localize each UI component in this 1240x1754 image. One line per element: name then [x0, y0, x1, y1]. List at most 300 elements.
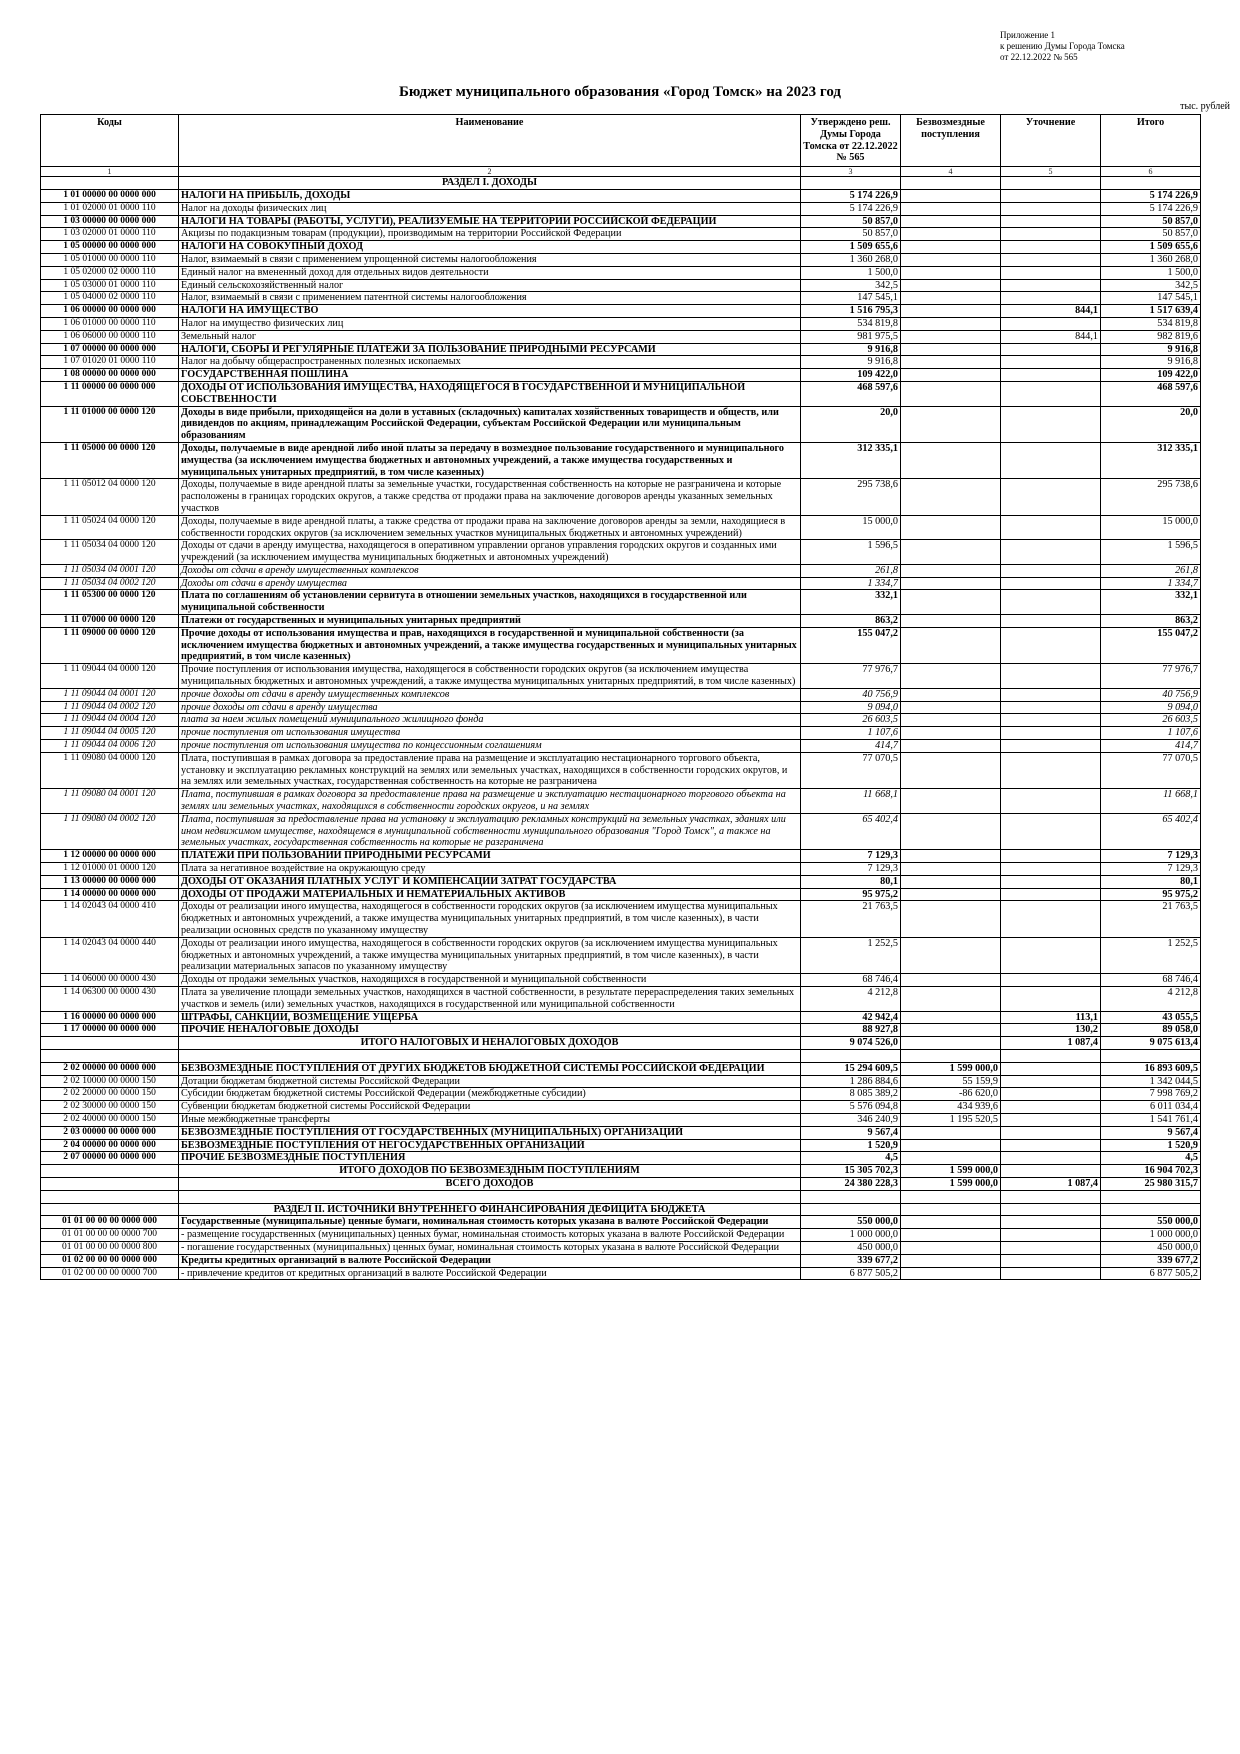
clarification-cell — [1001, 627, 1101, 663]
code-cell: 1 11 05000 00 0000 120 — [41, 442, 179, 478]
clarification-cell — [1001, 1241, 1101, 1254]
clarification-cell — [1001, 714, 1101, 727]
table-row — [41, 1165, 1201, 1178]
total-cell: 80,1 — [1101, 875, 1201, 888]
value-cell — [1101, 177, 1201, 190]
table-row — [41, 343, 1201, 356]
code-cell: 01 02 00 00 00 0000 000 — [41, 1254, 179, 1267]
clarification-cell — [1001, 381, 1101, 406]
code-cell: 1 06 06000 00 0000 110 — [41, 330, 179, 343]
code-cell: 1 01 00000 00 0000 000 — [41, 189, 179, 202]
total-cell: 4,5 — [1101, 1152, 1201, 1165]
total-cell: 43 055,5 — [1101, 1011, 1201, 1024]
code-cell: 1 11 05034 04 0002 120 — [41, 577, 179, 590]
table-row — [41, 1011, 1201, 1024]
table-row — [41, 266, 1201, 279]
spacer-cell — [901, 1190, 1001, 1203]
name-cell: Налог, взимаемый в связи с применением упрощенной системы налогообложения — [179, 253, 801, 266]
approved-cell: 9 567,4 — [801, 1126, 901, 1139]
table-row — [41, 937, 1201, 973]
name-cell: БЕЗВОЗМЕЗДНЫЕ ПОСТУПЛЕНИЯ ОТ ДРУГИХ БЮДЖЕТОВ БЮДЖЕТНОЙ СИСТЕМЫ РОССИЙСКОЙ ФЕДЕРАЦИИ — [179, 1062, 801, 1075]
name-cell: Налог на доходы физических лиц — [179, 202, 801, 215]
approved-cell: 42 942,4 — [801, 1011, 901, 1024]
table-row — [41, 813, 1201, 849]
table-row — [41, 292, 1201, 305]
code-cell: 2 02 10000 00 0000 150 — [41, 1075, 179, 1088]
total-cell: 40 756,9 — [1101, 688, 1201, 701]
approved-cell: 5 174 226,9 — [801, 202, 901, 215]
name-cell: Земельный налог — [179, 330, 801, 343]
code-cell: 01 01 00 00 00 0000 000 — [41, 1216, 179, 1229]
name-cell: Доходы от реализации иного имущества, находящегося в собственности городских округов (за исключением имущества муниципальных бюджетных и автономных учреждений, а также имущества муниципальных унитарных предприятий, в том числе казенных), в части реализации материальных запасов по указанному имуществу — [179, 937, 801, 973]
code-cell: 1 11 09080 04 0000 120 — [41, 752, 179, 788]
table-row — [41, 850, 1201, 863]
header-gratuitous: Безвозмездные поступления — [901, 115, 1001, 167]
total-cell: 1 107,6 — [1101, 727, 1201, 740]
table-row — [41, 369, 1201, 382]
approved-cell: 468 597,6 — [801, 381, 901, 406]
gratuitous-cell — [901, 850, 1001, 863]
clarification-cell — [1001, 1267, 1101, 1280]
gratuitous-cell — [901, 752, 1001, 788]
code-cell: 1 05 04000 02 0000 110 — [41, 292, 179, 305]
approved-cell: 9 074 526,0 — [801, 1037, 901, 1050]
gratuitous-cell — [901, 305, 1001, 318]
table-row — [41, 202, 1201, 215]
code-cell: 1 12 01000 01 0000 120 — [41, 863, 179, 876]
approved-cell: 1 516 795,3 — [801, 305, 901, 318]
code-cell: 1 11 05300 00 0000 120 — [41, 590, 179, 615]
gratuitous-cell — [901, 875, 1001, 888]
appendix-note — [1000, 30, 1230, 63]
value-cell — [901, 177, 1001, 190]
code-cell: 1 11 09044 04 0005 120 — [41, 727, 179, 740]
name-cell: Платежи от государственных и муниципальных унитарных предприятий — [179, 615, 801, 628]
approved-cell: 50 857,0 — [801, 228, 901, 241]
approved-cell: 414,7 — [801, 740, 901, 753]
table-row — [41, 727, 1201, 740]
code-cell — [41, 1177, 179, 1190]
table-row — [41, 1088, 1201, 1101]
name-cell: Дотации бюджетам бюджетной системы Российской Федерации — [179, 1075, 801, 1088]
approved-cell: 1 334,7 — [801, 577, 901, 590]
total-cell: 15 000,0 — [1101, 515, 1201, 540]
name-cell: БЕЗВОЗМЕЗДНЫЕ ПОСТУПЛЕНИЯ ОТ НЕГОСУДАРСТВЕННЫХ ОРГАНИЗАЦИЙ — [179, 1139, 801, 1152]
code-cell: 1 05 03000 01 0000 110 — [41, 279, 179, 292]
table-row — [41, 540, 1201, 565]
code-cell: 1 14 02043 04 0000 440 — [41, 937, 179, 973]
approved-cell: 147 545,1 — [801, 292, 901, 305]
total-cell: 1 541 761,4 — [1101, 1113, 1201, 1126]
total-cell: 50 857,0 — [1101, 228, 1201, 241]
clarification-cell — [1001, 266, 1101, 279]
total-cell: 1 360 268,0 — [1101, 253, 1201, 266]
table-row — [41, 752, 1201, 788]
clarification-cell — [1001, 1254, 1101, 1267]
gratuitous-cell — [901, 540, 1001, 565]
gratuitous-cell — [901, 813, 1001, 849]
appendix-line-3: от 22.12.2022 № 565 — [1000, 52, 1078, 62]
approved-cell: 261,8 — [801, 564, 901, 577]
value-cell — [1001, 1203, 1101, 1216]
code-cell: 1 11 09000 00 0000 120 — [41, 627, 179, 663]
gratuitous-cell — [901, 615, 1001, 628]
gratuitous-cell: 1 599 000,0 — [901, 1062, 1001, 1075]
code-cell: 1 11 09044 04 0000 120 — [41, 664, 179, 689]
name-cell: - привлечение кредитов от кредитных организаций в валюте Российской Федерации — [179, 1267, 801, 1280]
spacer-cell — [801, 1049, 901, 1062]
table-row — [41, 590, 1201, 615]
table-row — [41, 1101, 1201, 1114]
clarification-cell — [1001, 442, 1101, 478]
gratuitous-cell — [901, 253, 1001, 266]
approved-cell: 8 085 389,2 — [801, 1088, 901, 1101]
clarification-cell — [1001, 343, 1101, 356]
approved-cell: 24 380 228,3 — [801, 1177, 901, 1190]
total-cell: 261,8 — [1101, 564, 1201, 577]
clarification-cell — [1001, 406, 1101, 442]
approved-cell: 1 107,6 — [801, 727, 901, 740]
approved-cell: 88 927,8 — [801, 1024, 901, 1037]
table-row — [41, 901, 1201, 937]
code-cell: 01 01 00 00 00 0000 800 — [41, 1241, 179, 1254]
total-cell: 9 075 613,4 — [1101, 1037, 1201, 1050]
code-cell: 01 02 00 00 00 0000 700 — [41, 1267, 179, 1280]
table-row — [41, 330, 1201, 343]
approved-cell: 65 402,4 — [801, 813, 901, 849]
value-cell — [801, 1203, 901, 1216]
gratuitous-cell — [901, 564, 1001, 577]
clarification-cell — [1001, 901, 1101, 937]
gratuitous-cell: -86 620,0 — [901, 1088, 1001, 1101]
total-cell: 863,2 — [1101, 615, 1201, 628]
total-cell: 11 668,1 — [1101, 789, 1201, 814]
gratuitous-cell — [901, 740, 1001, 753]
gratuitous-cell — [901, 974, 1001, 987]
code-cell: 1 11 07000 00 0000 120 — [41, 615, 179, 628]
clarification-cell — [1001, 974, 1101, 987]
name-cell: Кредиты кредитных организаций в валюте Российской Федерации — [179, 1254, 801, 1267]
gratuitous-cell — [901, 1152, 1001, 1165]
name-cell: Плата за негативное воздействие на окружающую среду — [179, 863, 801, 876]
table-row — [41, 714, 1201, 727]
value-cell — [1101, 1203, 1201, 1216]
total-cell: 68 746,4 — [1101, 974, 1201, 987]
name-cell: БЕЗВОЗМЕЗДНЫЕ ПОСТУПЛЕНИЯ ОТ ГОСУДАРСТВЕННЫХ (МУНИЦИПАЛЬНЫХ) ОРГАНИЗАЦИЙ — [179, 1126, 801, 1139]
name-cell: Иные межбюджетные трансферты — [179, 1113, 801, 1126]
total-cell: 1 000 000,0 — [1101, 1229, 1201, 1242]
code-cell — [41, 1203, 179, 1216]
name-cell: Налог на имущество физических лиц — [179, 317, 801, 330]
table-row — [41, 1075, 1201, 1088]
gratuitous-cell — [901, 1229, 1001, 1242]
table-row — [41, 577, 1201, 590]
approved-cell: 77 070,5 — [801, 752, 901, 788]
clarification-cell — [1001, 1139, 1101, 1152]
name-cell: ВСЕГО ДОХОДОВ — [179, 1177, 801, 1190]
approved-cell: 5 174 226,9 — [801, 189, 901, 202]
gratuitous-cell — [901, 317, 1001, 330]
gratuitous-cell — [901, 714, 1001, 727]
clarification-cell — [1001, 369, 1101, 382]
gratuitous-cell — [901, 986, 1001, 1011]
gratuitous-cell — [901, 202, 1001, 215]
column-number: 1 — [41, 167, 179, 177]
name-cell: Единый сельскохозяйственный налог — [179, 279, 801, 292]
approved-cell: 15 000,0 — [801, 515, 901, 540]
clarification-cell — [1001, 863, 1101, 876]
name-cell: ИТОГО ДОХОДОВ ПО БЕЗВОЗМЕЗДНЫМ ПОСТУПЛЕНИЯМ — [179, 1165, 801, 1178]
gratuitous-cell — [901, 1254, 1001, 1267]
section-title: РАЗДЕЛ I. ДОХОДЫ — [179, 177, 801, 190]
name-cell: Субвенции бюджетам бюджетной системы Российской Федерации — [179, 1101, 801, 1114]
total-cell: 77 070,5 — [1101, 752, 1201, 788]
gratuitous-cell — [901, 901, 1001, 937]
table-row — [41, 1113, 1201, 1126]
total-cell: 21 763,5 — [1101, 901, 1201, 937]
gratuitous-cell: 1 599 000,0 — [901, 1177, 1001, 1190]
approved-cell: 1 286 884,6 — [801, 1075, 901, 1088]
approved-cell: 1 509 655,6 — [801, 241, 901, 254]
name-cell: Доходы от продажи земельных участков, находящихся в государственной и муниципальной собственности — [179, 974, 801, 987]
approved-cell: 1 596,5 — [801, 540, 901, 565]
column-number-row — [41, 167, 1201, 177]
header-total: Итого — [1101, 115, 1201, 167]
gratuitous-cell — [901, 789, 1001, 814]
name-cell: НАЛОГИ НА ТОВАРЫ (РАБОТЫ, УСЛУГИ), РЕАЛИЗУЕМЫЕ НА ТЕРРИТОРИИ РОССИЙСКОЙ ФЕДЕРАЦИИ — [179, 215, 801, 228]
clarification-cell: 844,1 — [1001, 330, 1101, 343]
table-row — [41, 1049, 1201, 1062]
gratuitous-cell: 1 195 520,5 — [901, 1113, 1001, 1126]
clarification-cell: 1 087,4 — [1001, 1177, 1101, 1190]
document-title: Бюджет муниципального образования «Город Томск» на 2023 год — [399, 84, 841, 100]
name-cell: - размещение государственных (муниципальных) ценных бумаг, номинальная стоимость которых указана в валюте Российской Федерации — [179, 1229, 801, 1242]
spacer-cell — [1101, 1049, 1201, 1062]
gratuitous-cell — [901, 688, 1001, 701]
clarification-cell — [1001, 1152, 1101, 1165]
clarification-cell — [1001, 215, 1101, 228]
gratuitous-cell — [901, 701, 1001, 714]
total-cell: 534 819,8 — [1101, 317, 1201, 330]
code-cell: 1 11 09044 04 0006 120 — [41, 740, 179, 753]
table-row — [41, 356, 1201, 369]
total-cell: 342,5 — [1101, 279, 1201, 292]
budget-table — [40, 114, 1201, 1280]
total-cell: 155 047,2 — [1101, 627, 1201, 663]
name-cell: ДОХОДЫ ОТ ОКАЗАНИЯ ПЛАТНЫХ УСЛУГ И КОМПЕНСАЦИИ ЗАТРАТ ГОСУДАРСТВА — [179, 875, 801, 888]
table-row — [41, 688, 1201, 701]
table-row — [41, 615, 1201, 628]
approved-cell: 295 738,6 — [801, 479, 901, 515]
code-cell: 1 11 01000 00 0000 120 — [41, 406, 179, 442]
total-cell: 1 334,7 — [1101, 577, 1201, 590]
code-cell: 1 11 05034 04 0001 120 — [41, 564, 179, 577]
clarification-cell — [1001, 688, 1101, 701]
total-cell: 95 975,2 — [1101, 888, 1201, 901]
gratuitous-cell — [901, 189, 1001, 202]
total-cell: 4 212,8 — [1101, 986, 1201, 1011]
gratuitous-cell — [901, 1126, 1001, 1139]
name-cell: Плата за увеличение площади земельных участков, находящихся в частной собственности, в результате перераспределения таких земельных участков и земель (или) земельных участков, находящихся в государственной или муниципальной собственности — [179, 986, 801, 1011]
column-number: 3 — [801, 167, 901, 177]
approved-cell: 21 763,5 — [801, 901, 901, 937]
code-cell: 01 01 00 00 00 0000 700 — [41, 1229, 179, 1242]
total-cell: 9 094,0 — [1101, 701, 1201, 714]
code-cell — [41, 1037, 179, 1050]
total-cell: 1 517 639,4 — [1101, 305, 1201, 318]
gratuitous-cell — [901, 1037, 1001, 1050]
total-cell: 295 738,6 — [1101, 479, 1201, 515]
table-row — [41, 1229, 1201, 1242]
code-cell: 1 01 02000 01 0000 110 — [41, 202, 179, 215]
table-row — [41, 215, 1201, 228]
name-cell: Налог, взимаемый в связи с применением патентной системы налогообложения — [179, 292, 801, 305]
header-codes: Коды — [41, 115, 179, 167]
name-cell: Доходы от реализации иного имущества, находящегося в собственности городских округов (за исключением имущества муниципальных бюджетных и автономных учреждений, а также имущества муниципальных унитарных предприятий, в том числе казенных), в части реализации основных средств по указанному имуществу — [179, 901, 801, 937]
clarification-cell — [1001, 577, 1101, 590]
total-cell: 26 603,5 — [1101, 714, 1201, 727]
code-cell: 1 11 05024 04 0000 120 — [41, 515, 179, 540]
total-cell: 7 998 769,2 — [1101, 1088, 1201, 1101]
table-row — [41, 564, 1201, 577]
gratuitous-cell — [901, 577, 1001, 590]
table-row — [41, 789, 1201, 814]
gratuitous-cell — [901, 1216, 1001, 1229]
clarification-cell — [1001, 1062, 1101, 1075]
header-approved: Утверждено реш. Думы Города Томска от 22.12.2022 № 565 — [801, 115, 901, 167]
name-cell: Государственные (муниципальные) ценные бумаги, номинальная стоимость которых указана в валюте Российской Федерации — [179, 1216, 801, 1229]
table-row — [41, 241, 1201, 254]
code-cell: 2 04 00000 00 0000 000 — [41, 1139, 179, 1152]
clarification-cell — [1001, 540, 1101, 565]
clarification-cell — [1001, 850, 1101, 863]
table-row — [41, 1037, 1201, 1050]
gratuitous-cell — [901, 442, 1001, 478]
appendix-line-2: к решению Думы Города Томска — [1000, 41, 1125, 51]
table-row — [41, 1126, 1201, 1139]
code-cell — [41, 177, 179, 190]
approved-cell: 339 677,2 — [801, 1254, 901, 1267]
gratuitous-cell — [901, 241, 1001, 254]
table-row — [41, 1254, 1201, 1267]
spacer-cell — [179, 1190, 801, 1203]
gratuitous-cell — [901, 369, 1001, 382]
approved-cell: 4,5 — [801, 1152, 901, 1165]
code-cell: 1 11 09080 04 0001 120 — [41, 789, 179, 814]
appendix-line-1: Приложение 1 — [1000, 30, 1056, 40]
header-name: Наименование — [179, 115, 801, 167]
total-cell: 550 000,0 — [1101, 1216, 1201, 1229]
clarification-cell — [1001, 615, 1101, 628]
total-cell: 25 980 315,7 — [1101, 1177, 1201, 1190]
table-row — [41, 253, 1201, 266]
name-cell: ПРОЧИЕ БЕЗВОЗМЕЗДНЫЕ ПОСТУПЛЕНИЯ — [179, 1152, 801, 1165]
name-cell: ДОХОДЫ ОТ ПРОДАЖИ МАТЕРИАЛЬНЫХ И НЕМАТЕРИАЛЬНЫХ АКТИВОВ — [179, 888, 801, 901]
approved-cell: 4 212,8 — [801, 986, 901, 1011]
code-cell: 1 12 00000 00 0000 000 — [41, 850, 179, 863]
approved-cell: 863,2 — [801, 615, 901, 628]
name-cell: Плата, поступившая в рамках договора за предоставление права на размещение и эксплуатацию нестационарного торгового объекта на землях или земельных участках, находящихся в собственности городских округов, и на землях — [179, 789, 801, 814]
total-cell: 6 011 034,4 — [1101, 1101, 1201, 1114]
approved-cell: 15 305 702,3 — [801, 1165, 901, 1178]
table-row — [41, 1152, 1201, 1165]
clarification-cell — [1001, 1165, 1101, 1178]
total-cell: 9 916,8 — [1101, 356, 1201, 369]
code-cell: 1 05 02000 02 0000 110 — [41, 266, 179, 279]
approved-cell: 11 668,1 — [801, 789, 901, 814]
approved-cell: 7 129,3 — [801, 850, 901, 863]
approved-cell: 1 500,0 — [801, 266, 901, 279]
total-cell: 16 904 702,3 — [1101, 1165, 1201, 1178]
name-cell: Доходы, получаемые в виде арендной либо иной платы за передачу в возмездное пользование государственного и муниципального имущества (за исключением имущества бюджетных и автономных учреждений, а также имущества государственных и муниципальных унитарных предприятий, в том числе казенных) — [179, 442, 801, 478]
units-label: тыс. рублей — [1180, 101, 1230, 112]
gratuitous-cell — [901, 356, 1001, 369]
table-row — [41, 974, 1201, 987]
total-cell: 339 677,2 — [1101, 1254, 1201, 1267]
code-cell: 1 07 00000 00 0000 000 — [41, 343, 179, 356]
name-cell: ПРОЧИЕ НЕНАЛОГОВЫЕ ДОХОДЫ — [179, 1024, 801, 1037]
gratuitous-cell — [901, 1011, 1001, 1024]
total-cell: 982 819,6 — [1101, 330, 1201, 343]
table-row — [41, 740, 1201, 753]
table-row — [41, 863, 1201, 876]
gratuitous-cell — [901, 215, 1001, 228]
spacer-cell — [901, 1049, 1001, 1062]
clarification-cell — [1001, 1216, 1101, 1229]
total-cell: 7 129,3 — [1101, 850, 1201, 863]
clarification-cell — [1001, 937, 1101, 973]
clarification-cell — [1001, 241, 1101, 254]
column-number: 2 — [179, 167, 801, 177]
name-cell: НАЛОГИ НА ПРИБЫЛЬ, ДОХОДЫ — [179, 189, 801, 202]
name-cell: Единый налог на вмененный доход для отдельных видов деятельности — [179, 266, 801, 279]
table-row — [41, 515, 1201, 540]
clarification-cell — [1001, 789, 1101, 814]
name-cell: ГОСУДАРСТВЕННАЯ ПОШЛИНА — [179, 369, 801, 382]
name-cell: Доходы от сдачи в аренду имущественных комплексов — [179, 564, 801, 577]
table-row — [41, 317, 1201, 330]
code-cell: 2 02 20000 00 0000 150 — [41, 1088, 179, 1101]
table-row — [41, 701, 1201, 714]
code-cell: 1 03 02000 01 0000 110 — [41, 228, 179, 241]
approved-cell: 7 129,3 — [801, 863, 901, 876]
total-cell: 468 597,6 — [1101, 381, 1201, 406]
total-cell: 1 509 655,6 — [1101, 241, 1201, 254]
total-cell: 109 422,0 — [1101, 369, 1201, 382]
clarification-cell — [1001, 701, 1101, 714]
value-cell — [1001, 177, 1101, 190]
code-cell: 2 03 00000 00 0000 000 — [41, 1126, 179, 1139]
gratuitous-cell: 434 939,6 — [901, 1101, 1001, 1114]
gratuitous-cell — [901, 888, 1001, 901]
table-row — [41, 479, 1201, 515]
clarification-cell: 113,1 — [1001, 1011, 1101, 1024]
approved-cell: 20,0 — [801, 406, 901, 442]
name-cell: НАЛОГИ НА ИМУЩЕСТВО — [179, 305, 801, 318]
name-cell: НАЛОГИ, СБОРЫ И РЕГУЛЯРНЫЕ ПЛАТЕЖИ ЗА ПОЛЬЗОВАНИЕ ПРИРОДНЫМИ РЕСУРСАМИ — [179, 343, 801, 356]
code-cell: 1 11 09080 04 0002 120 — [41, 813, 179, 849]
approved-cell: 981 975,5 — [801, 330, 901, 343]
table-row — [41, 406, 1201, 442]
code-cell: 1 16 00000 00 0000 000 — [41, 1011, 179, 1024]
clarification-cell — [1001, 1229, 1101, 1242]
clarification-cell — [1001, 292, 1101, 305]
gratuitous-cell — [901, 330, 1001, 343]
name-cell: прочие поступления от использования имущества по концессионным соглашениям — [179, 740, 801, 753]
table-row — [41, 228, 1201, 241]
gratuitous-cell — [901, 343, 1001, 356]
name-cell: прочие доходы от сдачи в аренду имущественных комплексов — [179, 688, 801, 701]
